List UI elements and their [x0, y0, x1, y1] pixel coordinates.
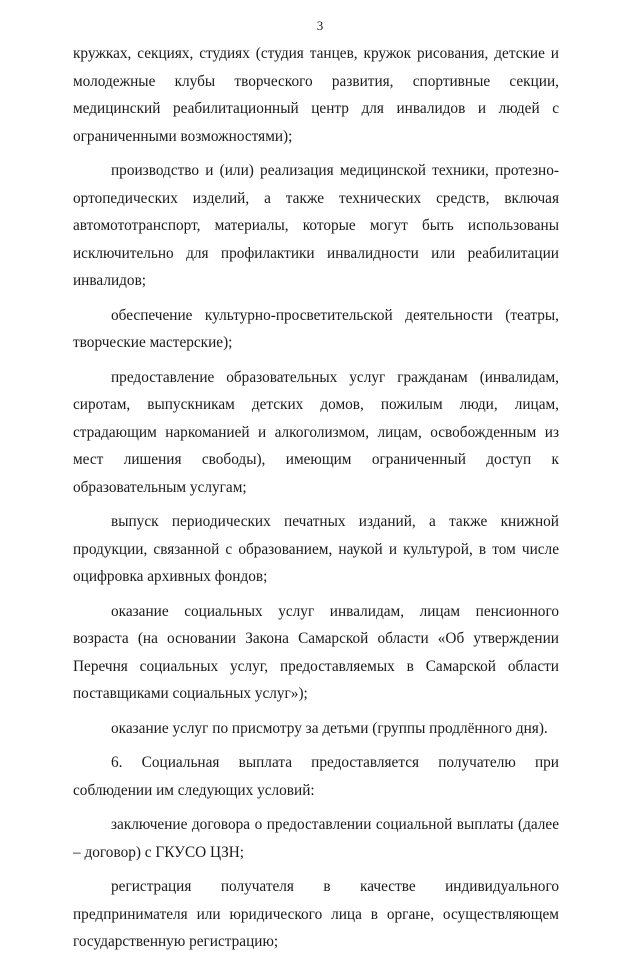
page-number: 3	[316, 18, 324, 33]
section-6-paragraph: 6. Социальная выплата предоставляется получателю при соблюдении им следующих условий:	[73, 754, 559, 799]
paragraph: выпуск периодических печатных изданий, а также книжной продукции, связанной с образованием, наукой и культурой, в том числе оцифровка архивных фондов;	[73, 513, 559, 585]
paragraph: кружках, секциях, студиях (студия танцев, кружок рисования, детские и молодежные клубы творческого развития, спортивные секции, медицинский реабилитационный центр для инвалидов и людей с ограниченными возможностями);	[73, 45, 559, 145]
paragraph: оказание социальных услуг инвалидам, лицам пенсионного возраста (на основании Закона Самарской области «Об утверждении Перечня социальных услуг, предоставляемых в Самарской области поставщиками социальных услуг»);	[73, 602, 559, 702]
paragraph: предоставление образовательных услуг гражданам (инвалидам, сиротам, выпускникам детских домов, пожилым люди, лицам, страдающим наркоманией и алкоголизмом, лицам, освобожденным из мест лишения свободы), имеющим ограниченный доступ к образовательным услугам;	[73, 368, 559, 496]
paragraph: заключение договора о предоставлении социальной выплаты (далее – договор) с ГКУСО ЦЗН;	[73, 816, 559, 861]
document-body	[73, 40, 559, 963]
paragraph: обеспечение культурно-просветительской деятельности (театры, творческие мастерские);	[73, 306, 559, 351]
paragraph: регистрация получателя в качестве индивидуального предпринимателя или юридического лица в органе, осуществляющем государственную регистрацию;	[73, 878, 559, 950]
paragraph: оказание услуг по присмотру за детьми (группы продлённого дня).	[111, 719, 548, 737]
paragraph: производство и (или) реализация медицинской техники, протезно-ортопедических изделий, а также технических средств, включая автомототранспорт, материалы, которые могут быть использованы исключительно для профилактики инвалидности или реабилитации инвалидов;	[73, 162, 559, 289]
